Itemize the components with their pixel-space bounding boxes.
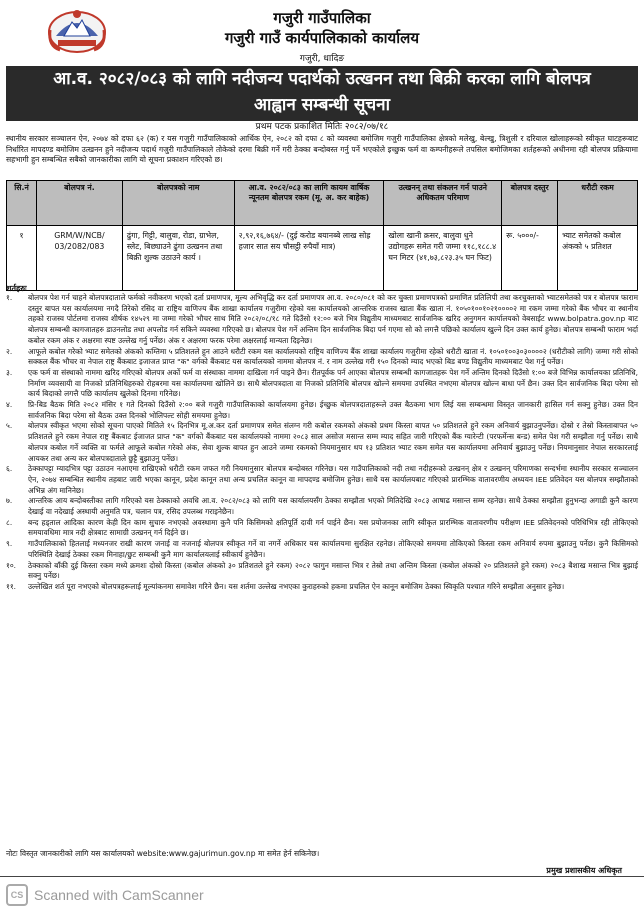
cell-amount: २,९२,१६,७६४/- (दुई करोड बयानब्बे लाख सोह्र हजार सात सय चौसट्ठी रुपैयाँ मात्र) xyxy=(234,226,384,291)
bid-table xyxy=(6,180,638,291)
list-item xyxy=(6,421,638,464)
municipality-title: गजुरी गाउँपालिका xyxy=(273,9,371,27)
condition-text: ठेक्कापट्टा म्यादभित्र पट्टा उठाउन नआएमा राखिएको धरौटी रकम जफत गरी नियमानुसार बोलपत्र बन्दोबस्त गरिनेछ। यस गाउँपालिकाको नदी तथा नदीहरूको उत्खनन् क्षेत्र र उत्खनन् परिमाणका सन्दर्भमा स्थानीय सरकार सञ्चालन ऐन, २०७४ सम्बन्धित स्थानीय तहबाट जारी भएका कानून, प्रदेश कानून तथा अन्य प्रचलित कानून वा मापदण्ड बमोजिम हुनेछ। साथै यस कार्यालयबाट गरिएको प्रारम्भिक वातावरणीय अध्ययन IEE प्रतिवेदन यस बोलपत्र सम्झौताको अभिन्न अंग मानिनेछ। xyxy=(28,464,638,495)
condition-text: आफूले कबोल गरेको भ्याट समेतको अंकको कम्तिमा ५ प्रतिशतले हुन आउने धरौटी रकम यस कार्यालयको राष्ट्रिय वाणिज्य बैंक शाखा कार्यालय गजुरीमा रहेको धरौटी खाता नं. १०५०१००३०३००००२ (धरौटीको लागि) जम्मा गरी सोको सक्कल बैंक भौचर वा नेपाल राष्ट्र बैंकबाट इजाजत प्राप्त "क" वर्गको बैंकबाट यस कार्यालयको नाममा बोलपत्र नं. र नाम उल्लेख गरी १५० दिनको म्याद भएको बिड बण्ड विद्युतीय माध्यमबाट पेश गर्नु पर्नेछ। xyxy=(28,346,638,367)
list-item xyxy=(6,561,638,582)
cell-bid-no: GRM/W/NCB/ 03/2082/083 xyxy=(36,226,122,291)
condition-text: बन्द हड्ताल आदिका कारण केही दिन काम सुचारु नभएको अवस्थामा कुनै पनि किसिमको क्षतिपूर्ति दावी गर्न पाईने छैन। यस प्रयोजनका लागि स्वीकृत प्रारम्भिक वातावरणीय परीक्षण IEE प्रतिवेदनको परिधिभित्र रही तोकिएको समयावधिमा मात्र नदी क्षेत्रबाट सामाग्री उत्खनन् गर्न दिईने छ। xyxy=(28,517,638,538)
cell-name: ढुंगा, गिट्टी, बालुवा, रोडा, ग्राभेल, स्लेट, बिछ्याउने ढुंगा उत्खनन तथा बिक्री शुल्क उठाउने कार्य । xyxy=(122,226,234,291)
table-header-row xyxy=(7,181,638,226)
publication-date: प्रथम पटक प्रकाशित मितिः २०८२/०७/१८ xyxy=(255,122,389,132)
col-header-fee: बोलपत्र दस्तुर xyxy=(502,181,558,226)
condition-number: ९. xyxy=(6,539,13,549)
notice-banner xyxy=(6,66,638,121)
condition-number: ११. xyxy=(6,581,17,591)
list-item xyxy=(6,539,638,560)
condition-number: ३. xyxy=(6,367,13,377)
signatory-title: प्रमुख प्रशासकीय अधिकृत xyxy=(546,866,622,875)
condition-text: प्रि-बिड बैठक मिति २०८२ मंसिर १ गते दिनको दिउँसो २:०० बजे गजुरी गाउँपालिकाको कार्यालयमा हुनेछ। ईच्छुक बोलपत्रदाताहरूले उक्त बैठकमा भाग लिई यस सम्बन्धमा विस्तृत जानकारी हासिल गर्न सक्नु हुनेछ। उक्त दिन सार्वजनिक बिदा परेमा सो बैठक उक्त दिनको भोलिपल्ट सोही समयमा हुनेछ। xyxy=(28,400,638,420)
condition-number: १. xyxy=(6,293,13,302)
office-title: गजुरी गाउँ कार्यपालिकाको कार्यालय xyxy=(224,29,420,47)
condition-number: २. xyxy=(6,346,13,356)
list-item xyxy=(6,518,638,539)
col-header-bid-no: बोलपत्र नं. xyxy=(36,181,122,226)
cell-deposit: भ्याट समेतको कबोल अंकको ५ प्रतिशत xyxy=(558,226,638,291)
list-item xyxy=(6,347,638,368)
table-row xyxy=(7,226,638,291)
banner-line-2: आह्वान सम्बन्धी सूचना xyxy=(253,95,391,115)
condition-text: बोलपत्र पेश गर्न चाहने बोलपत्रदाताले फर्मको नवीकरण भएको दर्ता प्रमाणपत्र, मूल्य अभिवृद्धि कर दर्ता प्रमाणपत्र आ.व. २०८०/०८१ को कर चुक्ता प्रमाणपत्रको प्रमाणित प्रतिलिपी तथा करचुक्ताको भ्याटसमेतको पत्र र बोलपत्र फाराम दस्तुर बापत यस कार्यालयमा नगदै तिरेको रसिद वा राष्ट्रिय वाणिज्य बैंक शाखा कार्यालय गजुरीमा रहेको यस कार्यालयको आन्तरिक राजस्व खाता बैंक खाता नं. १०५०१००१०२१००००२ मा रकम जम्मा गरेको बैंक भौचर वा स्थानीय तहको राजस्व पोर्टलमा राजस्व शीर्षक १४५२९ मा जम्मा गरेको भौचर साथ मिति २०८२/०८/१८ गते दिउँसो १२:०० बजे भित्र विद्युतीय माध्यमबाट सार्वजनिक खरिद अनुगमन कार्यालयको वेबसाईट www.bolpatra.gov.np बाट बोलपत्र सम्बन्धी कागजातहरु डाउनलोड तथा अपलोड गर्न सकिने व्यवस्था गरिएको छ। बोलपत्र पेश गर्ने अन्तिम दिन सार्वजनिक बिदा पर्न गएमा सो को लगत्तै पछिको कार्यालय खुल्ने दिन उक्त कार्य हुनेछ। बोलपत्र सम्बन्धी फाराम भर्दा कबोल रकम अंक र अक्षरमा स्पष्ट उल्लेख गर्नु पर्नेछ। अंक र अक्षरमा फरक परेमा अक्षरलाई मान्यता दिइनेछ। xyxy=(28,293,638,345)
intro-paragraph: स्थानीय सरकार सञ्चालन ऐन, २०७४ को दफा ६२ (क) र यस गजुरी गाउँपालिकाको आर्थिक ऐन, २०८२ को दफा ८ को व्यवस्था बमोजिम गजुरी गाउँपालिका क्षेत्रको मलेखु, बेल्खु, त्रिशुली र दरियाल खोलाहरूको स्वीकृत घाटहरूबाट निर्धारित मापदण्ड बमोजिम उत्खनन हुने नदीजन्य पदार्थ गजुरी गाउँपालिकाले तोकेको दरमा बिक्री गर्ने गरी ठेक्का बन्दोबस्त गर्नु पर्ने भएकोले इच्छुक फर्म वा कम्पनीहरूले तपसिल बमोजिमका शर्तहरूको अधीनमा रही बोलपत्र प्रक्रियामा सहभागी हुन सम्बन्धित सबैको जानकारीका लागि यो सूचना प्रकाशन गरिएको छ। xyxy=(6,134,638,165)
col-header-quantity: उत्खनन् तथा संकलन गर्न पाउने अधिकतम परिमाण xyxy=(384,181,502,226)
banner-line-1: आ.व. २०८२/०८३ को लागि नदीजन्य पदार्थको उत्खनन तथा बिक्री करका लागि बोलपत्र xyxy=(53,69,591,89)
condition-text: गाउँपालिकाको हितलाई मध्यनजर राखी कारण जनाई वा नजनाई बोलपत्र स्वीकृत गर्ने वा नगर्ने अधिकार यस कार्यालयमा सुरक्षित रहनेछ। तोकिएको समयमा तोकिएको किस्ता रकम अनिवार्य रुपमा बुझाउनु पर्नेछ। कुनै किसिमको परिस्थिति देखाई ठेक्का रकम मिनाहा/छुट सम्बन्धी कुनै माग कार्यालयलाई स्वीकार्य हुनेछैन। xyxy=(28,539,638,559)
list-item xyxy=(6,582,638,593)
camscanner-label: Scanned with CamScanner xyxy=(34,887,204,903)
list-item xyxy=(6,496,638,517)
cell-quantity: खोला खानी क्रसर, बालुवा धुने उद्योगहरू समेत गरी जम्मा ११८,१८८.४ घन मिटर (४१,७३,८२३.३५ घन फिट) xyxy=(384,226,502,291)
list-item xyxy=(6,293,638,347)
condition-number: ४. xyxy=(6,400,13,410)
camscanner-watermark xyxy=(6,884,306,906)
col-header-amount: आ.व. २०८२/०८३ का लागि कायम वार्षिक न्यूनतम बोलपत्र रकम (मू. अ. कर बाहेक) xyxy=(234,181,384,226)
condition-text: ठेक्काको बाँकी दुई किस्ता रकम मध्ये क्रमशः दोस्रो किस्ता (कबोल अंकको ३० प्रतिशतले हुने रकम) २०८२ फागुन मसान्त भित्र र तेस्रो तथा अन्तिम किस्ता (कबोल अंकको २० प्रतिशतले हुने रकम) २०८३ बैशाख मसान्त भित्र बुझाई सक्नु पर्नेछ। xyxy=(28,560,638,581)
list-item xyxy=(6,400,638,421)
col-header-deposit: धरौटी रकम xyxy=(558,181,638,226)
camscanner-icon: CS xyxy=(6,884,28,906)
condition-text: उल्लेखित शर्त पूरा नभएको बोलपत्रहरूलाई मूल्यांकनमा समावेश गरिने छैन। यस शर्तमा उल्लेख नभएका कुराहरुको हकमा प्रचलित ऐन कानून बमोजिम ठेक्का स्विकृति पश्चात गरिने सम्झौता अनुसार हुनेछ। xyxy=(28,581,565,591)
conditions-heading: शर्तहरुः xyxy=(6,284,27,293)
col-header-sn: सि.नं xyxy=(7,181,37,226)
cell-sn: १ xyxy=(7,226,37,291)
cell-fee: रू. ५०००/- xyxy=(502,226,558,291)
col-header-name: बोलपत्रको नाम xyxy=(122,181,234,226)
condition-number: १०. xyxy=(6,560,17,570)
condition-text: एक फर्म वा संस्थाको नाममा खरिद गरिएको बोलपत्र अर्को फर्म वा संस्थाका नाममा दाखिला गर्न पाइने छैन। रीतपूर्वक पर्न आएका बोलपत्र सम्बन्धी कागजातहरू पेश गर्ने अन्तिम दिनको दिउँसो १:०० बजे विभिन्न कार्यालयका प्रतिनिधि, निर्माण व्यवसायी वा निजको प्रतिनिधिहरुको रोहबरमा यस कार्यालयमा खोलिने छ। साथै बोलपत्रदाता वा निजको प्रतिनिधि बोलपत्र खोल्ने समयमा उपस्थित नभएमा बोलपत्र खोल्न बाधा पर्ने छैन। उक्त दिन सार्वजनिक बिदा परेमा सो कार्य बिदाको लगत्तै पछि कार्यालय खुलेको दिनमा गरिनेछ। xyxy=(28,367,638,399)
condition-text: बोलपत्र स्वीकृत भएमा सोको सूचना पाएको मितिले १५ दिनभित्र मू.अ.कर दर्ता प्रमाणपत्र समेत संलग्न गरी कबोल रकमको अंकको प्रथम किस्ता बापत ५० प्रतिशतले हुने रकम अनिवार्य बुझाउनुपर्नेछ। दोस्रो र तेस्रो किस्ताबापत ५० प्रतिशतले हुने रकम नेपाल राष्ट्र बैंकबाट ईजाजत प्राप्त "क" वर्गको बैंकबाट यस कार्यालयको नाममा २०८३ साल असोज मसान्त सम्म म्याद सहित जारी गरिएको बैंक ग्यारेन्टी (परफर्मेन्स बन्ड) समेत पेश गरी सम्झौता गर्नु पर्नेछ। साथै बोलपत्र कबोल गर्ने व्यक्ति वा फर्मले आफूले कबोल गरेको अंक, सेवा शुल्क बापत हुन आउने जम्मा रकमको नियमानुसार थप १३ प्रतिशत भ्याट रकम समेत यस कार्यालयमा अनिवार्य बुझाउनु पर्नेछ। नियमानुसार नेपाल सरकारलाई आयकर तथा अन्य कर बोलपत्रदाताले छुट्टै बुझाउनु पर्नेछ। xyxy=(28,421,638,463)
conditions-list xyxy=(6,293,638,593)
footer-divider xyxy=(0,876,644,877)
condition-text: आन्तरिक आय बन्दोबस्तीका लागि गरिएको यस ठेक्काको अवधि आ.व. २०८२/०८३ को लागि यस कार्यालयसँग ठेक्का सम्झौता भएको मितिदेखि २०८३ आषाढ मसान्त सम्म रहनेछ। साथै ठेक्का सम्झौता हुनुभन्दा अगाडी कुनै कारण देखाई वा नदेखाई अस्थायी अनुमति पत्र, चलान पत्र, रसिद उपलब्ध गराइनेछैन। xyxy=(28,496,638,517)
list-item xyxy=(6,368,638,400)
condition-number: ६. xyxy=(6,464,13,474)
condition-number: ५. xyxy=(6,421,13,431)
office-location: गजुरी, धादिङ xyxy=(299,54,345,64)
list-item xyxy=(6,464,638,496)
website-note: नोटः विस्तृत जानकारीको लागि यस कार्यालयको website:www.gajurimun.gov.np मा समेत हेर्न सकिनेछ। xyxy=(6,849,320,858)
condition-number: ८. xyxy=(6,517,13,527)
condition-number: ७. xyxy=(6,496,13,506)
